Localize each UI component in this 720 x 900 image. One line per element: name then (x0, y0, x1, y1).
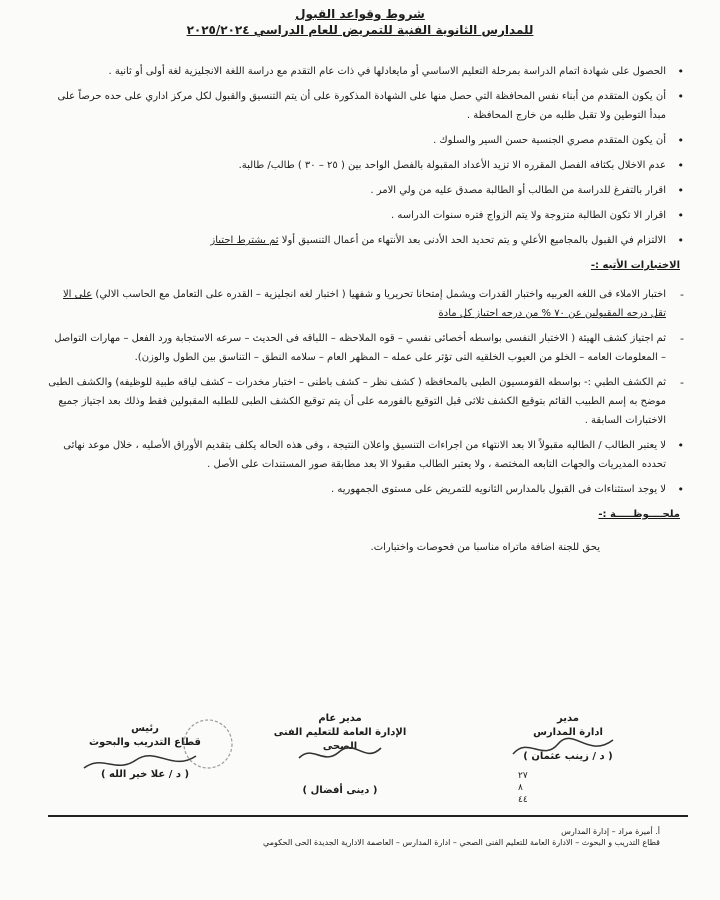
rule-text: لا يوجد استثناءات فى القبول بالمدارس الثانويه للتمريض على مستوى الجمهوريه . (331, 484, 666, 495)
document-title-block (0, 6, 720, 38)
signature-block-general-admin (255, 712, 425, 798)
notes-heading: ملحــــوظـــــة :- (598, 509, 680, 520)
signature-dept: الإدارة العامة للتعليم الفنى الصحى (273, 727, 407, 752)
handwritten-note: ٤٤ (518, 795, 528, 805)
test-item (48, 373, 684, 430)
signature-dept: ادارة المدارس (533, 727, 603, 738)
condition-text: أن يكون المتقدم من أبناء نفس المحافظة التي حصل منها على الشهادة المذكورة على أن يتم التنسيق والقبول لكل مركز اداري على حده حرصاً على مبدأ التوطين ولا تقبل طلبه من خارج المحافظة . (57, 91, 666, 121)
condition-text-underlined: ثم يشترط اجتياز (210, 235, 279, 246)
condition-item (48, 181, 684, 200)
bullet-icon: • (677, 65, 684, 78)
dash-icon: - (680, 332, 684, 345)
rule-item (48, 480, 684, 499)
document-subtitle: للمدارس الثانوية الفنية للتمريض للعام الدراسي ٢٠٢٥/٢٠٢٤ (186, 23, 534, 37)
document-body (48, 62, 684, 557)
footer-divider (48, 815, 688, 817)
footer-address: قطاع التدريب و البحوث – الادارة العامة للتعليم الفنى الصحي – ادارة المدارس – العاصمة الادارية الجديدة الحى الحكومي (263, 838, 660, 847)
bullet-icon: • (677, 234, 684, 247)
condition-text: أن يكون المتقدم مصري الجنسية حسن السير والسلوك . (433, 135, 666, 146)
condition-item (48, 206, 684, 225)
signature-role: رئيس (131, 723, 159, 734)
bullet-icon: • (677, 184, 684, 197)
test-text-part: اختبار الاملاء فى اللغه العربيه واختبار القدرات ويشمل إمتحانا تحريريا و شفهيا ( اختبار لغه انجليزية – القدره على التعامل مع الحاسب الالي) (92, 289, 666, 300)
condition-text: الحصول على شهادة اتمام الدراسة بمرحلة التعليم الاساسي أو مايعادلها في ذات عام التقدم مع دراسة اللغة الانجليزية لغة أولى أو ثانية . (108, 66, 666, 77)
handwritten-notes (488, 770, 648, 806)
test-text-underlined: على الا تقل درجه المقبولين عن ٧٠ % من درجه اجتياز كل مادة (62, 289, 666, 319)
signature-scribble (508, 734, 618, 764)
condition-item (48, 131, 684, 150)
signature-block-training (60, 722, 230, 782)
signature-name: ( د / زينب عثمان ) (523, 751, 613, 762)
test-text: ثم اجتياز كشف الهيئة ( الاختبار النفسى بواسطه أخصائى نفسي – قوه الملاحظه – اللباقه فى الحديث – سرعه الاستجابة ورد الفعل – مهارات التواصل – المعلومات العامه – الخلو من العيوب الخلقيه التى تؤثر على عمله – المظهر العام – سلامه النطق – التناسق بين الطول والوزن). (54, 333, 666, 363)
handwritten-note: ٢٧ (518, 771, 528, 781)
rule-text: لا يعتبر الطالب / الطالبه مقبولاً الا بعد الانتهاء من اجراءات التنسيق واعلان النتيجة ، وفى هذه الحاله يكلف بتقديم الأوراق الأصليه ، خلال موعد نهائى تحدده المديريات والجهات التابعه المختصة ، ولا يعتبر الطالب مقبولا الا بعد مطابقة صور المستندات على الأصل . (63, 440, 666, 470)
condition-text: اقرار بالتفرغ للدراسة من الطالب أو الطالبة مصدق عليه من ولي الامر . (370, 185, 666, 196)
signature-scribble (295, 744, 385, 768)
condition-text: اقرار الا تكون الطالبة متزوجة ولا يتم الزواج فتره سنوات الدراسه . (390, 210, 666, 221)
signature-role: مدير عام (318, 713, 362, 724)
signature-dept: قطاع التدريب والبحوث (89, 737, 201, 748)
dash-icon: - (680, 376, 684, 389)
rule-item (48, 436, 684, 474)
bullet-icon: • (677, 159, 684, 172)
bullet-icon: • (677, 90, 684, 103)
test-item (48, 285, 684, 323)
notes-text: يحق للجنة اضافة ماتراه مناسبا من فحوصات واختبارات. (370, 542, 600, 553)
document-title: شروط وقواعد القبول (295, 7, 425, 21)
handwritten-note: ٨ (518, 783, 523, 793)
bullet-icon: • (677, 483, 684, 496)
signature-block-schools (488, 712, 648, 806)
dash-icon: - (680, 288, 684, 301)
test-item (48, 329, 684, 367)
footer (0, 826, 720, 848)
test-text (48, 285, 666, 323)
footer-prefix: أ. أميرة مراد – إدارة المدارس (561, 827, 660, 836)
condition-item (48, 87, 684, 125)
condition-item (48, 231, 684, 250)
bullet-icon: • (677, 439, 684, 452)
condition-item (48, 62, 684, 81)
tests-heading: الاختبارات الأتيه :- (590, 260, 680, 271)
condition-text: عدم الاخلال بكثافه الفصل المقرره الا تزيد الأعداد المقبولة بالفصل الواحد بين ( ٢٥ – ٣٠ ) طالب/ طالبة. (238, 160, 666, 171)
signature-name: ( د / علا خير الله ) (100, 769, 190, 780)
bullet-icon: • (677, 134, 684, 147)
bullet-icon: • (677, 209, 684, 222)
condition-text-part: الالتزام في القبول بالمجاميع الأعلي و يتم تحديد الحد الأدنى بعد الأنتهاء من أعمال التنسيق أولا (278, 235, 666, 246)
signature-name: ( دينى أفضال ) (302, 785, 378, 796)
stamp-icon (180, 716, 236, 772)
condition-item (48, 156, 684, 175)
signatures-area (40, 712, 680, 804)
signature-role: مدير (557, 713, 579, 724)
condition-text (48, 231, 666, 250)
test-text: ثم الكشف الطبي :- بواسطه القومسيون الطبى بالمحافظه ( كشف نظر – كشف باطنى – اختبار مخدرات – كشف لياقه طبية للوظيفه) والكشف الطبى موضح به إسم الطبيب القائم بتوقيع الكشف ثلاثى قبل التوقيع بالفورمه على أن يتم توقيع الكشف الطبى للطلبه المقبولين فقط وذلك بعد اجتياز جميع الاختبارات السابقة . (48, 377, 666, 426)
